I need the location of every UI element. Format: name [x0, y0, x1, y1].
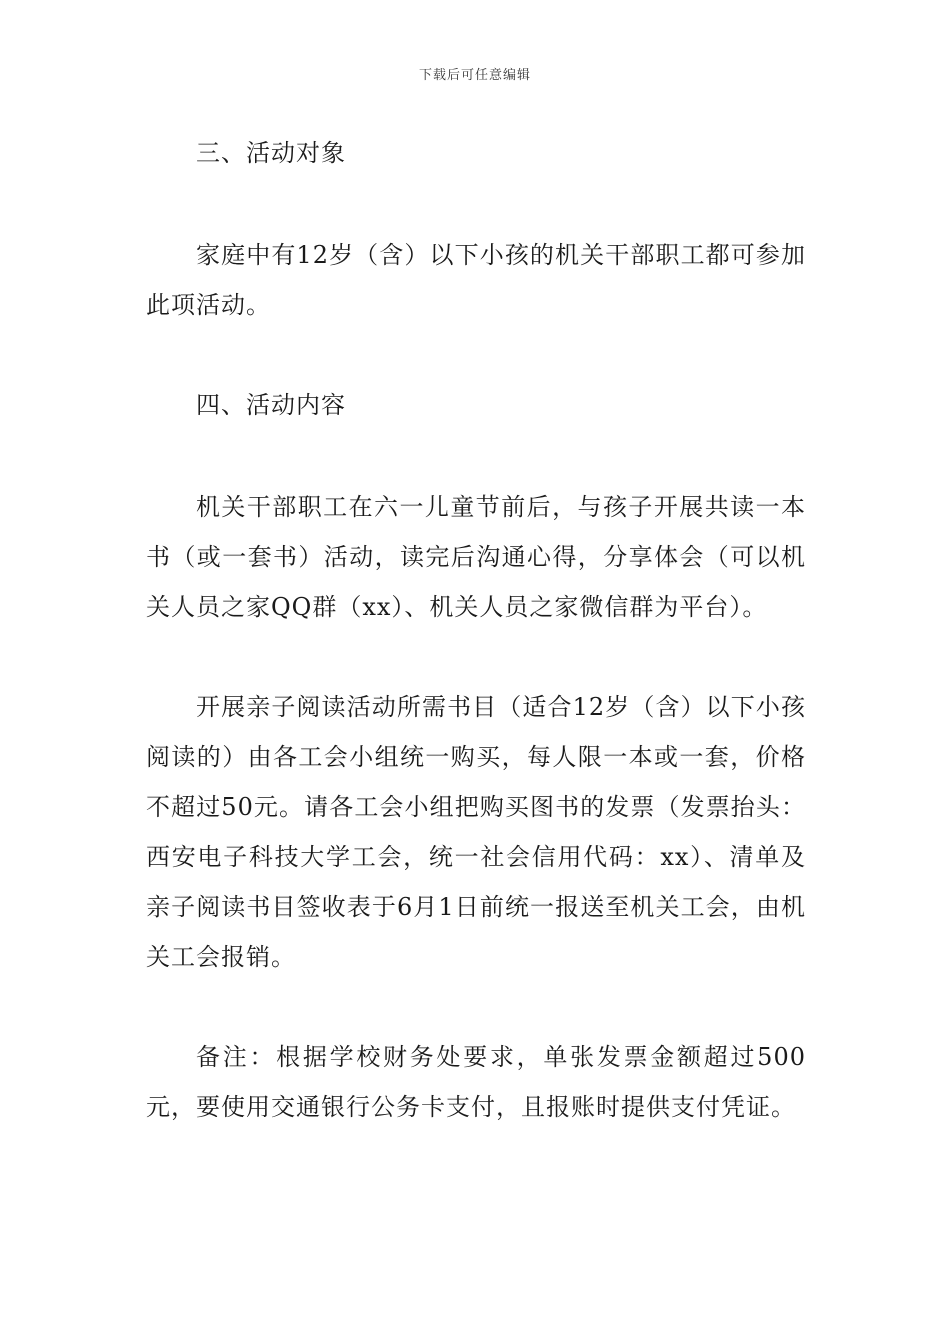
paragraph-activity-content-2: 开展亲子阅读活动所需书目（适合12岁（含）以下小孩阅读的）由各工会小组统一购买，每人限一本或一套，价格不超过50元。请各工会小组把购买图书的发票（发票抬头：西安电子科技大学工会，统一社会信用代码：xx）、清单及亲子阅读书目签收表于6月1日前统一报送至机关工会，由机关工会报销。 — [146, 693, 806, 971]
header-note: 下载后可任意编辑 — [418, 68, 531, 83]
section-heading-activity-content: 四、活动内容 — [196, 391, 346, 419]
paragraph-remark: 备注：根据学校财务处要求，单张发票金额超过500元，要使用交通银行公务卡支付，且报账时提供支付凭证。 — [146, 1043, 806, 1121]
paragraph-activity-target: 家庭中有12岁（含）以下小孩的机关干部职工都可参加此项活动。 — [146, 241, 806, 319]
paragraph-activity-content-1: 机关干部职工在六一儿童节前后，与孩子开展共读一本书（或一套书）活动，读完后沟通心得，分享体会（可以机关人员之家QQ群（xx）、机关人员之家微信群为平台）。 — [146, 493, 806, 621]
section-heading-activity-target: 三、活动对象 — [196, 139, 346, 167]
document-body — [146, 128, 806, 1182]
